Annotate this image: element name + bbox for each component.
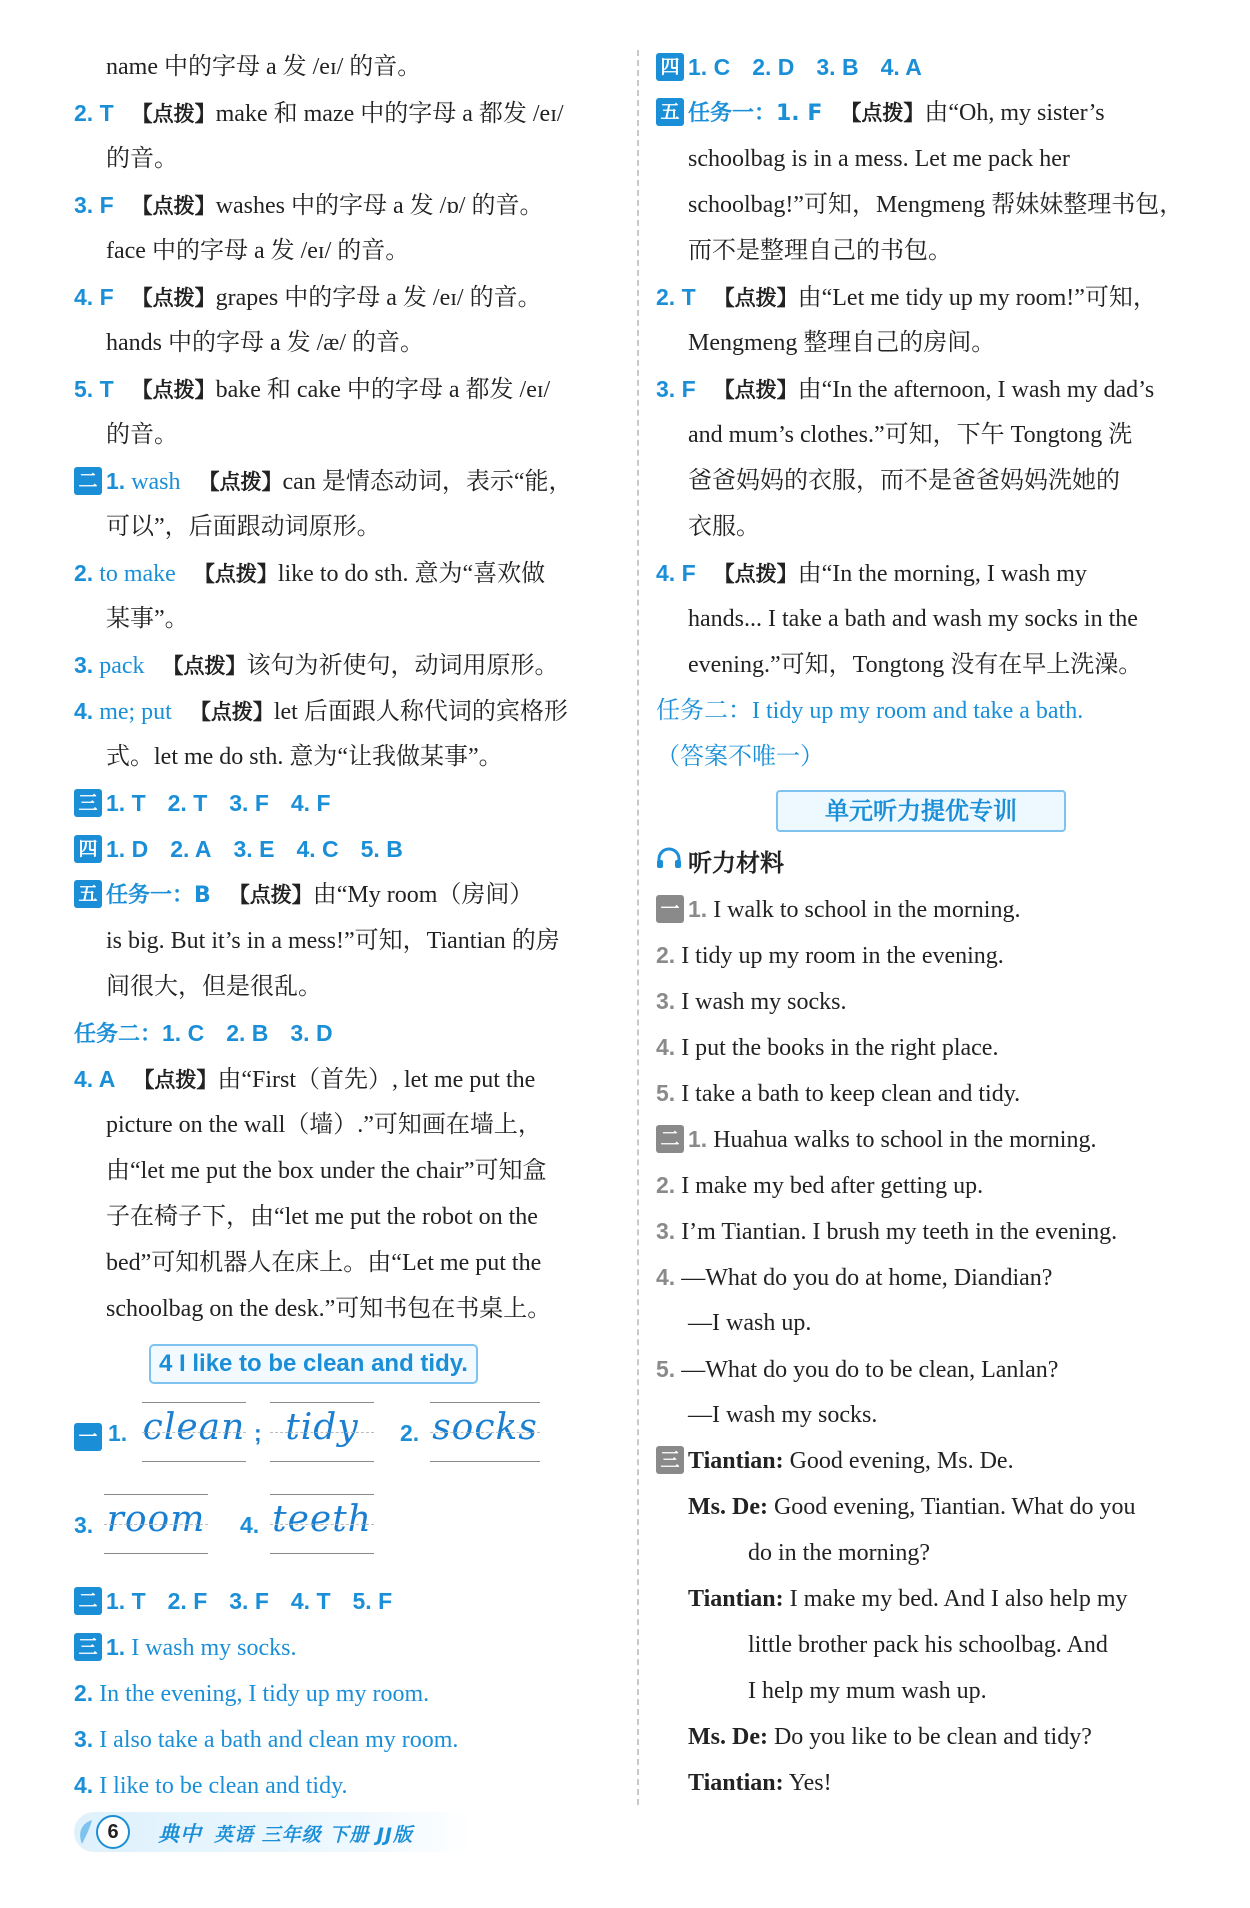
section-marker: 二 [74,1587,102,1615]
answer-blank [104,1494,208,1554]
answer-number: 4. F [656,560,696,586]
script-text: —What do you do at home, Diandian? [681,1265,1053,1291]
section-marker: 三 [656,1446,684,1474]
book-info: 英语 三年级 下册 JJ版 [214,1824,413,1846]
answer-number: 4. F [74,284,114,310]
answer-number: 3. [74,1726,94,1752]
answer-line [74,458,622,504]
tip-text: washes 中的字母 a 发 /ɒ/ 的音。 [215,193,544,219]
text-line: 某事”。 [106,606,189,632]
column-divider [637,50,639,1805]
task-two-answer: 任务二：I tidy up my room and take a bath. [656,698,1084,724]
dialogue-line [656,1438,1198,1484]
answer-item: 3. B [816,54,859,80]
speaker-name: Tiantian: [688,1586,784,1612]
task-label: 任务二： [74,1022,163,1047]
handwritten-answer: clean [142,1407,246,1448]
section-marker: 二 [74,467,102,495]
answer-value: wash [131,469,181,495]
tip-text: 由“Oh, my sister’s [924,100,1105,126]
text-line: face 中的字母 a 发 /eɪ/ 的音。 [106,238,410,264]
page-footer [74,1812,474,1852]
handwriting-row [74,1486,622,1578]
answer-value: I wash my socks. [131,1635,297,1661]
text-line: and mum’s clothes.”可知，下午 Tongtong 洗 [688,422,1133,448]
text-line: 式。let me do sth. 意为“让我做某事”。 [106,744,503,770]
answer-value: pack [99,653,145,679]
answer-item: 3. E [233,836,275,862]
answer-number: 2. [74,560,94,586]
answer-item: 2. D [752,54,795,80]
right-column [656,44,1198,1806]
text-line: evening.”可知，Tongtong 没有在早上洗澡。 [688,652,1143,678]
section-marker: 一 [656,895,684,923]
answer-line [74,90,622,136]
answer-line [74,550,622,596]
text-line: picture on the wall（墙）.”可知画在墙上， [106,1112,542,1138]
answer-line [74,1010,622,1056]
tip-label: 【点拨】 [131,286,216,310]
speaker-name: Ms. De: [688,1494,768,1520]
tip-label: 【点拨】 [198,470,283,494]
section-marker: 三 [74,789,102,817]
answer-line [74,182,622,228]
script-line [656,1024,1198,1070]
script-line [656,1208,1198,1254]
answer-line [74,1670,622,1716]
item-number: 2. [656,1172,676,1198]
answer-number: 2. [74,1680,94,1706]
hw-label: 4. [240,1512,260,1538]
answer-item: 4. T [290,1588,331,1614]
listening-heading [656,840,1198,886]
answer-item: 2. T [167,790,208,816]
answer-item: 1. C [162,1020,205,1046]
answer-number: 1. [106,468,126,494]
dialogue-line [656,1714,1198,1760]
dialogue-line [656,1760,1198,1806]
item-number: 5. [656,1080,676,1106]
script-text: I tidy up my room in the evening. [681,943,1004,969]
script-line [656,1346,1198,1392]
answer-line [74,1762,622,1808]
text-line: hands 中的字母 a 发 /æ/ 的音。 [106,330,424,356]
speaker-name: Tiantian: [688,1448,784,1474]
handwritten-answer: teeth [272,1499,372,1540]
text-line: bed”可知机器人在床上。由“Let me put the [106,1250,542,1276]
special-training-title: 单元听力提优专训 [776,790,1066,832]
text-line: schoolbag is in a mess. Let me pack her [688,146,1070,172]
script-text: I put the books in the right place. [681,1035,999,1061]
answer-number: 3. F [656,376,696,402]
text-line: schoolbag!”可知，Mengmeng 帮妹妹整理书包， [688,192,1184,218]
answer-line [74,1578,622,1624]
item-number: 4. [656,1034,676,1060]
hw-label: 1. [108,1420,128,1446]
answer-line [656,44,1198,90]
answer-item: 5. F [352,1588,393,1614]
text-line: 的音。 [106,422,178,448]
script-line: —I wash up. [688,1310,812,1336]
answer-value: I like to be clean and tidy. [99,1773,348,1799]
answer-item: 4. A [880,54,922,80]
text-line: 子在椅子下，由“let me put the robot on the [106,1204,538,1230]
answer-line [74,872,622,918]
answer-line [74,1716,622,1762]
item-number: 1. [688,896,708,922]
answer-line [74,1056,622,1102]
answer-item: 4. C [296,836,339,862]
answer-line [656,550,1198,596]
hw-label: 2. [400,1420,420,1446]
answer-value: to make [99,561,176,587]
answer-number: 2. T [656,284,696,310]
text-line: 而不是整理自己的书包。 [688,238,952,264]
answer-value: I also take a bath and clean my room. [99,1727,459,1753]
answer-blank [142,1402,246,1462]
answer-number: 4. [74,698,94,724]
tip-text: 该句为祈使句，动词用原形。 [246,653,559,679]
tip-label: 【点拨】 [189,700,274,724]
left-column [74,44,622,1808]
item-number: 4. [656,1264,676,1290]
tip-text: can 是情态动词，表示“能， [282,469,573,495]
answer-item: 3. D [290,1020,333,1046]
text-line: 间很大，但是很乱。 [106,974,322,1000]
text-line: name 中的字母 a 发 /eɪ/ 的音。 [106,54,422,80]
section-marker: 五 [74,880,102,908]
tip-text: 由“My room（房间） [312,882,534,908]
dialogue-line [656,1484,1198,1530]
unit-title: 4 I like to be clean and tidy. [149,1344,478,1384]
answer-line [74,274,622,320]
answer-line [74,688,622,734]
answer-item: 2. A [170,836,212,862]
tip-text: 由“In the afternoon, I wash my dad’s [797,377,1155,403]
answer-number: 2. T [74,100,114,126]
answer-value: In the evening, I tidy up my room. [99,1681,430,1707]
section-marker: 二 [656,1125,684,1153]
answer-line [74,780,622,826]
headphones-icon [656,838,682,884]
script-text: I make my bed after getting up. [681,1173,984,1199]
dialogue-line: little brother pack his schoolbag. And [748,1632,1108,1658]
tip-label: 【点拨】 [131,378,216,402]
answer-line [74,642,622,688]
hw-label: 3. [74,1512,94,1538]
answer-item: 3. F [229,1588,269,1614]
answer-item: 5. B [360,836,403,862]
text-line: 的音。 [106,146,178,172]
answer-item: 1. C [688,54,731,80]
text-line: schoolbag on the desk.”可知书包在书桌上。 [106,1296,552,1322]
tip-label: 【点拨】 [713,562,798,586]
dialogue-text: Good evening, Tiantian. What do you [773,1494,1136,1520]
answer-blank [430,1402,540,1462]
section-marker: 四 [74,835,102,863]
speaker-name: Ms. De: [688,1724,768,1750]
answer-line [656,90,1198,136]
answer-number: 4. [74,1772,94,1798]
item-number: 3. [656,988,676,1014]
answer-number: 3. F [74,192,114,218]
tip-text: 由“In the morning, I wash my [797,561,1087,587]
page-number: 6 [96,1815,130,1849]
tip-label: 【点拨】 [131,194,216,218]
script-line [656,886,1198,932]
item-number: 1. [688,1126,708,1152]
section-marker: 四 [656,53,684,81]
handwriting-row [74,1394,622,1486]
answer-number: 3. [74,652,94,678]
tip-text: make 和 maze 中的字母 a 都发 /eɪ/ [215,101,564,127]
answer-line [74,826,622,872]
dialogue-line: I help my mum wash up. [748,1678,987,1704]
handwritten-answer: room [106,1499,206,1540]
task-two-note: （答案不唯一） [656,744,824,770]
task-label: 任务一：B [106,883,211,908]
script-text: —What do you do to be clean, Lanlan? [681,1357,1059,1383]
tip-label: 【点拨】 [133,1068,218,1092]
tip-label: 【点拨】 [162,654,247,678]
tip-text: bake 和 cake 中的字母 a 都发 /eɪ/ [215,377,551,403]
script-text: Huahua walks to school in the morning. [713,1127,1097,1153]
dialogue-text: Do you like to be clean and tidy? [773,1724,1092,1750]
tip-text: 由“First（首先）, let me put the [217,1067,536,1093]
script-line [656,1070,1198,1116]
item-number: 3. [656,1218,676,1244]
script-text: I walk to school in the morning. [713,897,1021,923]
tip-label: 【点拨】 [228,883,313,907]
tip-label: 【点拨】 [840,101,925,125]
dialogue-text: I make my bed. And I also help my [789,1586,1128,1612]
brand-logo: 典中 [158,1822,202,1846]
text-line: 可以”，后面跟动词原形。 [106,514,381,540]
tip-label: 【点拨】 [131,102,216,126]
answer-line [656,274,1198,320]
text-line: is big. But it’s in a mess!”可知，Tiantian 的房 [106,928,560,954]
dialogue-text: Yes! [788,1770,832,1796]
tip-text: like to do sth. 意为“喜欢做 [277,561,546,587]
answer-item: 2. B [226,1020,269,1046]
speaker-name: Tiantian: [688,1770,784,1796]
answer-blank [270,1494,374,1554]
script-text: I’m Tiantian. I brush my teeth in the evening. [681,1219,1118,1245]
answer-number: 5. T [74,376,114,402]
handwritten-answer: tidy [285,1407,359,1448]
hw-separator: ; [254,1420,262,1446]
script-line [656,978,1198,1024]
script-line [656,1162,1198,1208]
script-line [656,1116,1198,1162]
dialogue-text: Good evening, Ms. De. [789,1448,1014,1474]
text-line: 衣服。 [688,514,760,540]
dialogue-line: do in the morning? [748,1540,930,1566]
leaf-icon [76,1818,96,1851]
answer-blank [270,1402,374,1462]
script-line [656,1254,1198,1300]
task-label: 任务一：1. F [688,101,823,126]
answer-line [656,366,1198,412]
answer-item: 4. F [290,790,331,816]
answer-number: 4. A [74,1066,116,1092]
listening-heading-text: 听力材料 [688,849,784,877]
section-marker: 三 [74,1633,102,1661]
tip-label: 【点拨】 [713,378,798,402]
text-line: 由“let me put the box under the chair”可知盒 [106,1158,547,1184]
tip-text: let 后面跟人称代词的宾格形 [273,699,568,725]
item-number: 2. [656,942,676,968]
section-marker: 五 [656,98,684,126]
text-line: hands... I take a bath and wash my socks in the [688,606,1138,632]
script-text: I wash my socks. [681,989,847,1015]
section-marker: 一 [74,1423,102,1451]
answer-item: 3. F [229,790,269,816]
dialogue-line [656,1576,1198,1622]
text-line: 爸爸妈妈的衣服，而不是爸爸妈妈洗她的 [688,468,1120,494]
script-text: I take a bath to keep clean and tidy. [681,1081,1021,1107]
answer-item: 1. D [106,836,149,862]
answer-item: 2. F [167,1588,208,1614]
answer-line [74,366,622,412]
script-line: —I wash my socks. [688,1402,878,1428]
tip-text: 由“Let me tidy up my room!”可知， [797,285,1157,311]
text-line: Mengmeng 整理自己的房间。 [688,330,996,356]
answer-number: 1. [106,1634,126,1660]
answer-line [74,1624,622,1670]
tip-label: 【点拨】 [713,286,798,310]
item-number: 5. [656,1356,676,1382]
handwritten-answer: socks [432,1407,538,1448]
tip-label: 【点拨】 [193,562,278,586]
answer-item: 1. T [106,790,146,816]
answer-item: 1. T [106,1588,146,1614]
tip-text: grapes 中的字母 a 发 /eɪ/ 的音。 [215,285,542,311]
answer-value: me; put [99,699,172,725]
script-line [656,932,1198,978]
